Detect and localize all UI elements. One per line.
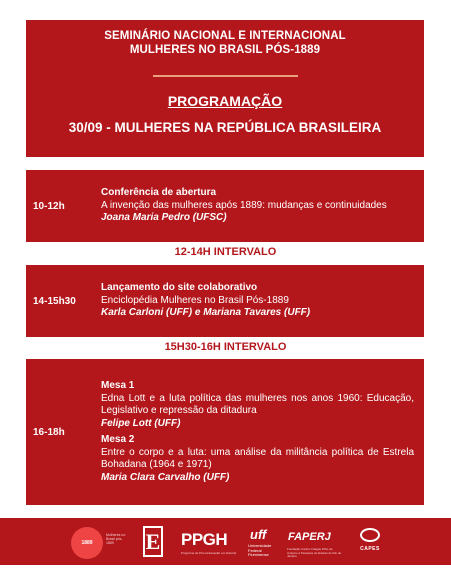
session-speaker: Karla Carloni (UFF) e Mariana Tavares (UFF) (101, 307, 311, 319)
panel-2-speaker: Maria Clara Carvalho (UFF) (101, 471, 230, 483)
faperj-logo-caption: Fundação Carlos Chagas Filho de Amparo à Pesquisa do Estado do Rio de Janeiro (287, 547, 342, 558)
seminar-title-line-2: MULHERES NO BRASIL PÓS-1889 (129, 44, 321, 56)
panel-1-title: Mesa 1 (101, 380, 135, 391)
seminar-logo: 1889 (71, 527, 103, 559)
capes-logo (355, 528, 385, 552)
session-time: 10-12h (33, 200, 65, 212)
uff-logo: uff (250, 527, 267, 542)
ppgh-logo: PPGH (181, 530, 228, 549)
panel-1-subtitle: Edna Lott e a luta política das mulheres nos anos 1960: Educação, Legislativo e repressão da ditadura (101, 392, 414, 416)
session-time: 14-15h30 (33, 295, 76, 307)
event-header (26, 20, 424, 157)
session-content (101, 187, 424, 225)
session-content (101, 282, 424, 320)
seminar-title (26, 29, 424, 57)
seminar-title-line-1: SEMINÁRIO NACIONAL E INTERNACIONAL (104, 30, 346, 42)
seminar-logo-caption: Mulheres no Brasil pós-1889 (106, 533, 126, 545)
session-block-opening (26, 170, 424, 242)
session-speaker: Joana Maria Pedro (UFSC) (101, 212, 227, 224)
interval-1: 12-14H INTERVALO (174, 246, 277, 258)
session-block-panels (26, 359, 424, 505)
session-block-launch (26, 265, 424, 337)
session-subtitle: Enciclopédia Mulheres no Brasil Pós-1889 (101, 294, 289, 306)
panel-1-speaker: Felipe Lott (UFF) (101, 417, 181, 429)
faperj-logo: FAPERJ (288, 531, 331, 543)
session-title: Conferência de abertura (101, 187, 217, 199)
header-divider (153, 75, 298, 77)
day-title: 30/09 - MULHERES NA REPÚBLICA BRASILEIRA (68, 119, 382, 135)
capes-ring-icon (360, 528, 380, 542)
section-title: PROGRAMAÇÃO (167, 92, 283, 109)
interval-2: 15H30-16H INTERVALO (164, 341, 287, 353)
ppgh-logo-caption: Programa de Pós-Graduação em História (181, 551, 237, 555)
session-subtitle: A invenção das mulheres após 1889: mudanças e continuidades (101, 199, 387, 211)
uff-logo-caption: Universidade Federal Fluminense (248, 543, 272, 557)
sponsor-footer (0, 518, 451, 565)
session-time: 16-18h (33, 426, 65, 438)
session-content (101, 380, 424, 484)
institution-e-logo: E (143, 526, 163, 557)
session-title: Lançamento do site colaborativo (101, 282, 258, 294)
capes-logo-text: CAPES (360, 546, 380, 552)
panel-2-subtitle: Entre o corpo e a luta: uma análise da militância política de Estrela Bohadana (1964 e 1971) (101, 446, 414, 470)
panel-2-title: Mesa 2 (101, 434, 135, 445)
